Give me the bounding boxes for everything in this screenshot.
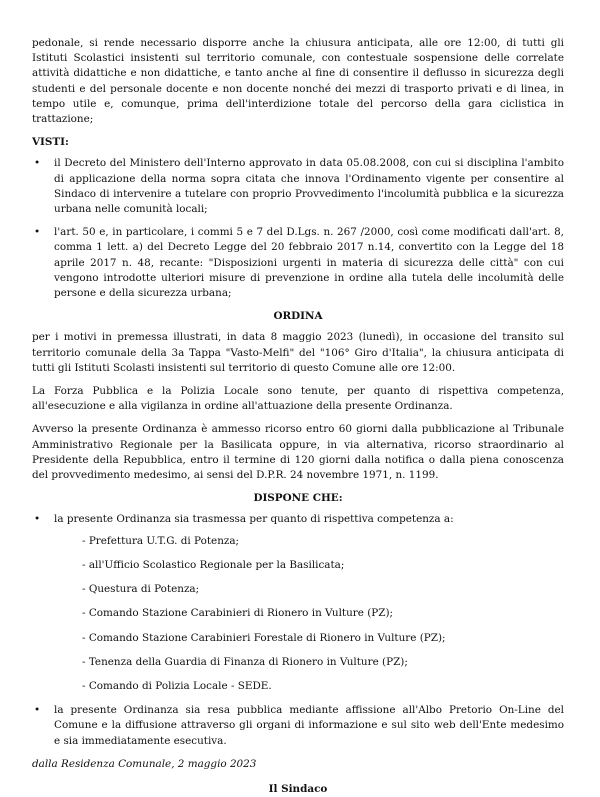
signature: Il Sindaco <box>268 782 328 795</box>
dispone-list <box>32 512 564 748</box>
recipient-item: - all'Ufficio Scolastico Regionale per la Basilicata; <box>82 558 345 571</box>
visti-item: • il Decreto del Ministero dell'Interno approvato in data 05.08.2008, con cui si disciplina l'ambito di applicazione della norma sopra citata che innova l'Ordinamento vigente per consentire al Sindaco di intervenire a tutelare con proprio Provvedimento l'incolumità pubblica e la sicurezza urbana nelle comunità locali; <box>32 156 564 217</box>
closing-date-line: dalla Residenza Comunale, 2 maggio 2023 <box>32 757 257 770</box>
dispone-item <box>32 512 564 694</box>
ordina-paragraph: La Forza Pubblica e la Polizia Locale sono tenute, per quanto di rispettiva competenza, all'esecuzione e alla vigilanza in ordine all'attuazione della presente Ordinanza. <box>32 385 564 413</box>
ordina-heading: ORDINA <box>273 310 323 323</box>
visti-list <box>32 156 564 301</box>
visti-heading: VISTI: <box>32 136 69 149</box>
dispone-heading: DISPONE CHE: <box>253 492 343 505</box>
dispone-item-text: la presente Ordinanza sia trasmessa per quanto di rispettiva competenza a: <box>54 513 454 526</box>
dispone-item: • la presente Ordinanza sia resa pubblica mediante affissione all'Albo Pretorio On-Line del Comune e la diffusione attraverso gli organi di informazione e sul sito web dell'Ente medesimo e sia immediatamente esecutiva. <box>32 703 564 749</box>
recipient-item: - Questura di Potenza; <box>82 583 200 596</box>
visti-item: • l'art. 50 e, in particolare, i commi 5 e 7 del D.Lgs. n. 267 /2000, così come modificati dall'art. 8, comma 1 lett. a) del Decreto Legge del 20 febbraio 2017 n.14, convertito con la Legge del 18 aprile 2017 n. 48, recante: "Disposizioni urgenti in materia di sicurezza delle città" con cui vengono introdotte ulteriori misure di prevenzione in ordine alla tutela delle incolumità delle persone e della sicurezza urbana; <box>32 225 564 301</box>
intro-paragraph: pedonale, si rende necessario disporre anche la chiusura anticipata, alle ore 12:00, di tutti gli Istituti Scolastici insistenti sul territorio comunale, con contestuale sospensione delle correlate attività didattiche e non didattiche, e tanto anche al fine di consentire il deflusso in sicurezza degli studenti e del personale docente e non docente nonché dei mezzi di trasporto privati e di linea, in tempo utile e, comunque, prima dell'interdizione totale del percorso della gara ciclistica in trattazione; <box>32 37 564 126</box>
ordina-paragraph: Avverso la presente Ordinanza è ammesso ricorso entro 60 giorni dalla pubblicazione al Tribunale Amministrativo Regionale per la Basilicata oppure, in via alternativa, ricorso straordinario al Presidente della Repubblica, entro il termine di 120 giorni dalla notifica o dalla piena conoscenza del provvedimento medesimo, ai sensi del D.P.R. 24 novembre 1971, n. 1199. <box>32 423 564 482</box>
recipient-item: - Comando Stazione Carabinieri di Rionero in Vulture (PZ); <box>82 607 394 620</box>
recipients-list <box>54 534 564 694</box>
recipient-item: - Prefettura U.T.G. di Potenza; <box>82 534 240 547</box>
recipient-item: - Tenenza della Guardia di Finanza di Rionero in Vulture (PZ); <box>82 655 408 668</box>
ordina-paragraph: per i motivi in premessa illustrati, in data 8 maggio 2023 (lunedì), in occasione del transito sul territorio comunale della 3a Tappa "Vasto-Melfi" del "106° Giro d'Italia", la chiusura anticipata di tutti gli Istituti Scolasti insistenti sul territorio di questo Comune alle ore 12:00. <box>32 331 564 374</box>
recipient-item: - Comando di Polizia Locale - SEDE. <box>82 679 272 692</box>
recipient-item: - Comando Stazione Carabinieri Forestale di Rionero in Vulture (PZ); <box>82 631 446 644</box>
